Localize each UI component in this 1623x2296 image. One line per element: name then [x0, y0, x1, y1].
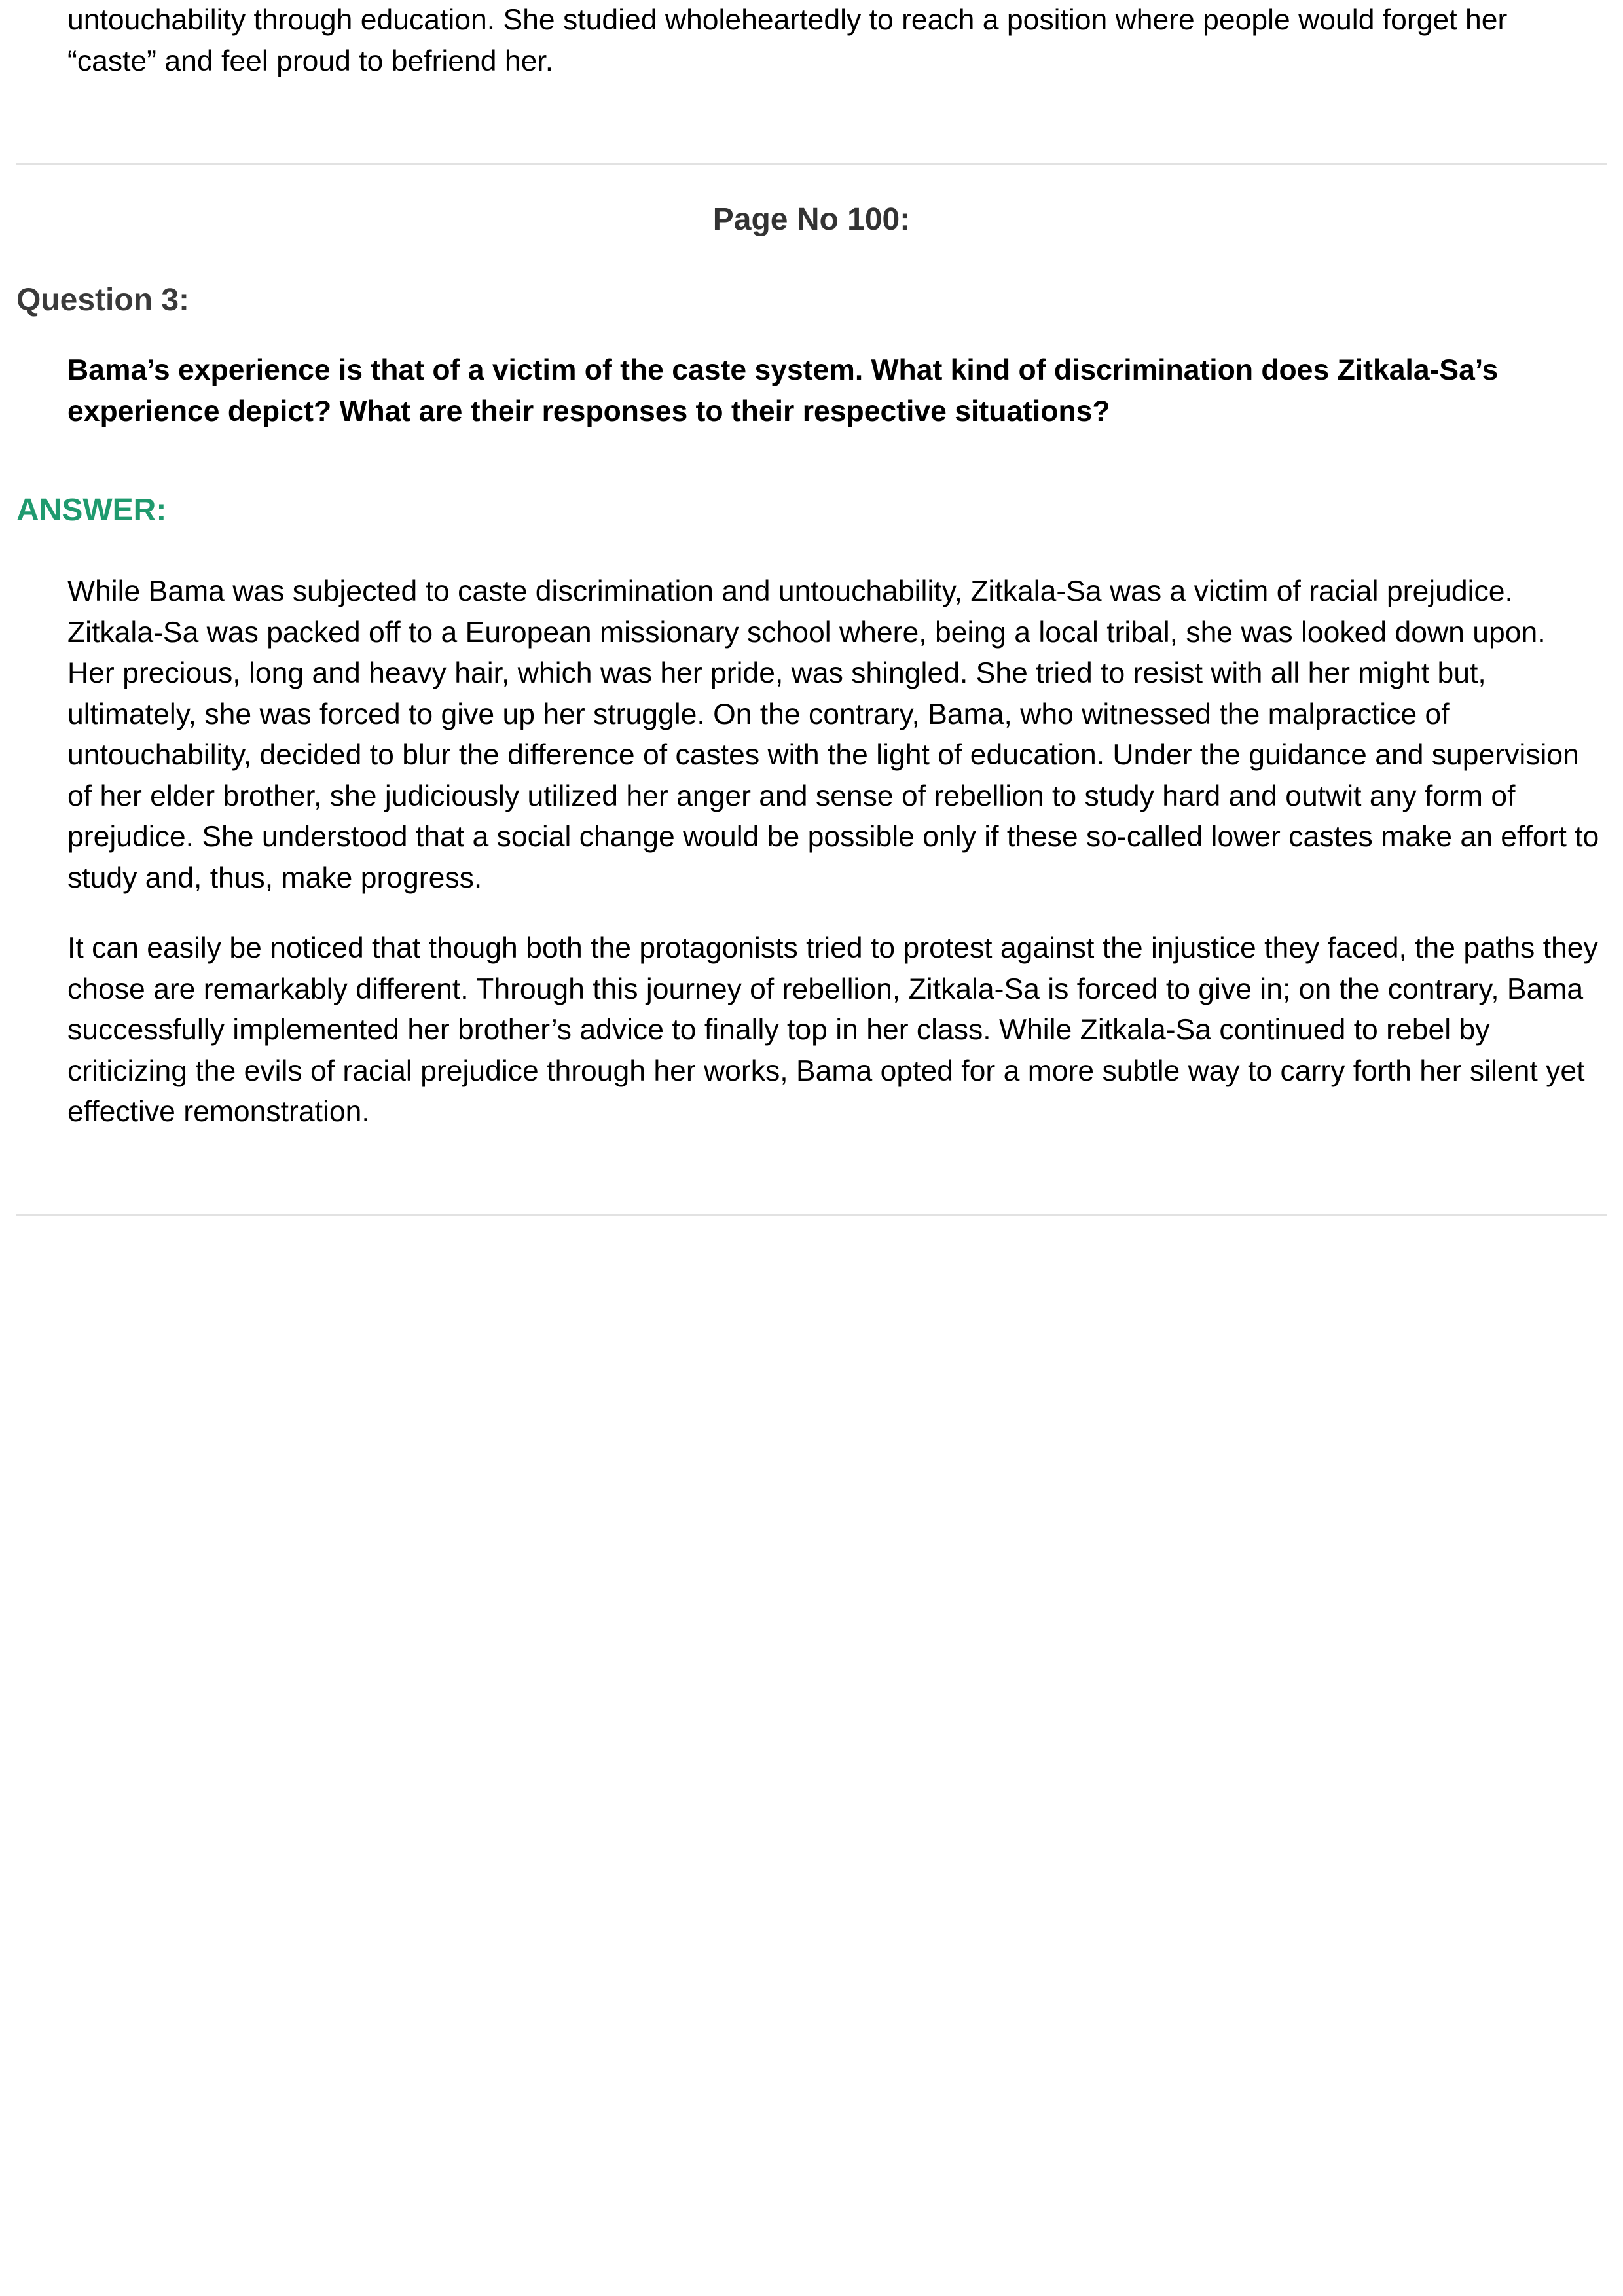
- question-text: Bama’s experience is that of a victim of the caste system. What kind of discrimination does Zitkala-Sa’s experience depict? What are their responses to their respective situations?: [67, 354, 1499, 427]
- question-label: Question 3:: [16, 283, 190, 317]
- answer-paragraph-1: While Bama was subjected to caste discrimination and untouchability, Zitkala-Sa was a victim of racial prejudice. Zitkala-Sa was packed off to a European missionary school where, being a local tribal, she was looked down upon. Her precious, long and heavy hair, which was her pride, was shingled. She tried to resist with all her might but, ultimately, she was forced to give up her struggle. On the contrary, Bama, who witnessed the malpractice of untouchability, decided to blur the difference of castes with the light of education. Under the guidance and supervision of her elder brother, she judiciously utilized her anger and sense of rebellion to study hard and outwit any form of prejudice. She understood that a social change would be possible only if these so-called lower castes make an effort to study and, thus, make progress.: [67, 575, 1599, 894]
- answer-paragraph-2: It can easily be noticed that though both the protagonists tried to protest against the injustice they faced, the paths they chose are remarkably different. Through this journey of rebellion, Zitkala-Sa is forced to give in; on the contrary, Bama successfully implemented her brother’s advice to finally top in her class. While Zitkala-Sa continued to rebel by criticizing the evils of racial prejudice through her works, Bama opted for a more subtle way to carry forth her silent yet effective remonstration.: [67, 932, 1598, 1128]
- page-heading: Page No 100:: [712, 202, 911, 237]
- section-divider-top: [16, 163, 1607, 165]
- previous-answer-text: untouchability through education. She studied wholeheartedly to reach a position where people would forget her “caste” and feel proud to befriend her.: [67, 4, 1508, 77]
- section-divider-bottom: [16, 1214, 1607, 1216]
- answer-label: ANSWER:: [16, 493, 167, 528]
